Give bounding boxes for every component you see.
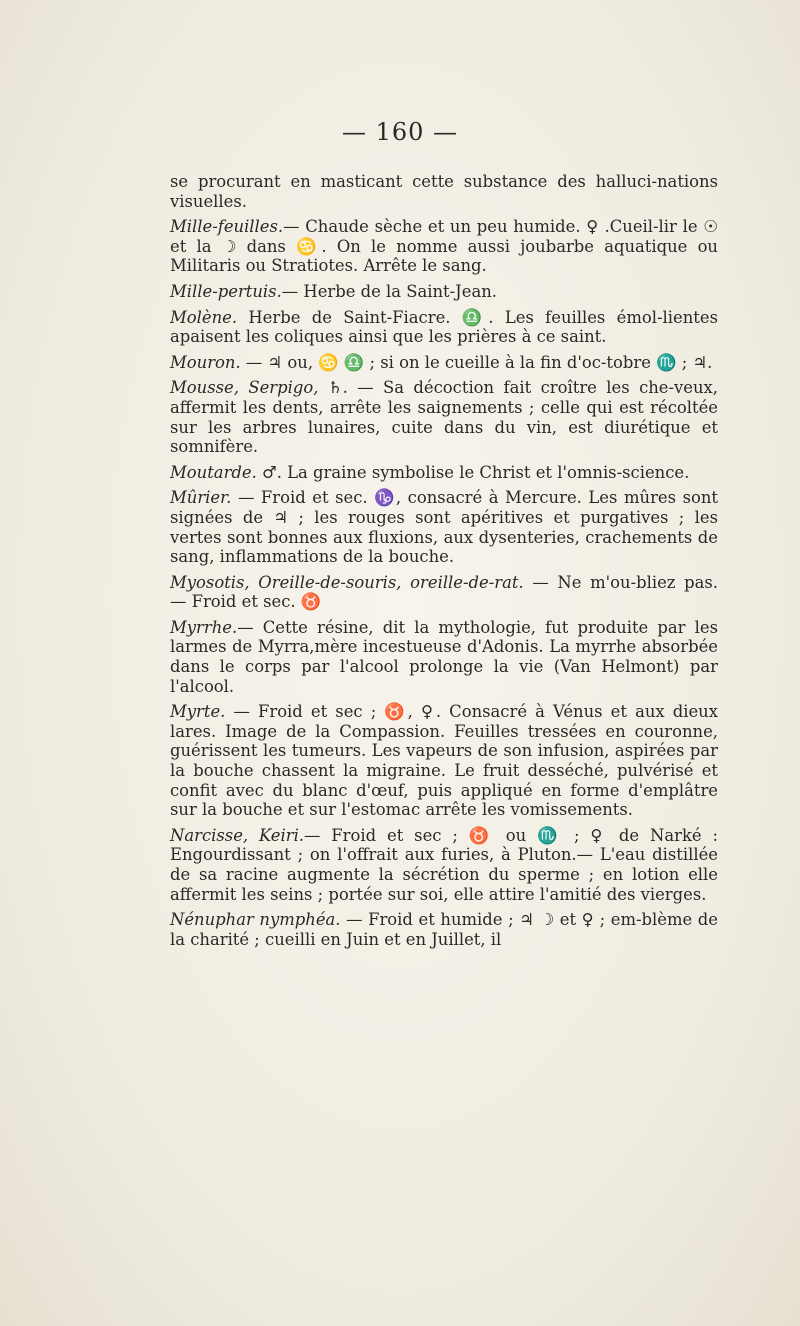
entry-body: — ♃ ou, ♋ ♎ ; si on le cueille à la fin d'oc-tobre ♏ ; ♃. [245,352,713,372]
entry-body: — Froid et sec. ♑, consacré à Mercure. Les mûres sont signées de ♃ ; les rouges sont apéritives et purgatives ; les vertes sont bonnes aux fluxions, aux dysenteries, crachements de sang, inflammations de la bouche. [170,488,718,567]
entry-paragraph [170,353,718,373]
entry-headword: Nénuphar nymphéa. [170,910,341,930]
entry-paragraph [170,217,718,276]
entry-paragraph [170,826,718,904]
entry-headword: Myrrhe. [170,617,238,637]
entry-headword: Myrte. [170,702,226,722]
entry-paragraph [170,378,718,456]
entry-paragraph [170,172,718,211]
entry-body: — Herbe de la Saint-Jean. [281,281,497,301]
entry-body: — Ne m'ou-bliez pas. — Froid et sec. ♉ [170,572,718,612]
entry-body: — Froid et sec ; ♉, ♀. Consacré à Vénus et aux dieux lares. Image de la Compassion. Feuilles tressées en couronne, guérissent les tumeurs. Les vapeurs de son infusion, aspirées par la bouche chassent la migraine. Le fruit desséché, pulvérisé et confit avec du blanc d'œuf, puis appliqué en forme d'emplâtre sur la bouche et sur l'estomac arrête les vomissements. [170,702,718,820]
page-number: — 160 — [341,118,459,146]
entry-headword: Myosotis, Oreille-de-souris, oreille-de-rat. [170,572,524,592]
entry-headword: Mouron. [170,352,241,372]
entry-body: Herbe de Saint-Fiacre. ♎. Les feuilles émol-lientes apaisent les coliques ainsi que les prières à ce saint. [170,307,718,347]
entry-paragraph [170,463,718,483]
entry-paragraph [170,618,718,696]
entry-headword: Mûrier. [170,488,232,508]
entry-paragraph [170,702,718,820]
entry-paragraph [170,573,718,612]
entry-headword: Mousse, Serpigo, [170,378,319,398]
entry-body: — Chaude sèche et un peu humide. ♀ .Cueil-lir le ☉ et la ☽ dans ♋. On le nomme aussi joubarbe aquatique ou Militaris ou Stratiotes. Arrête le sang. [170,217,718,276]
entry-body: — Cette résine, dit la mythologie, fut produite par les larmes de Myrra,mère incestueuse d'Adonis. La myrrhe absorbée dans le corps par l'alcool prolonge la vie (Van Helmont) par l'alcool. [170,617,718,696]
entry-paragraph [170,910,718,949]
entry-headword: Moutarde. [170,462,257,482]
entry-body: se procurant en masticant cette substance des halluci-nations visuelles. [170,172,718,211]
entry-body: ♂. La graine symbolise le Christ et l'omnis-science. [262,462,690,482]
entry-body: — Froid et sec ; ♉ ou ♏ ; ♀ de Narké : Engourdissant ; on l'offrait aux furies, à Pluton.— L'eau distillée de sa racine augmente la sécrétion du sperme ; en lotion elle affermit les seins ; portée sur soi, elle attire l'amitié des vierges. [170,825,718,904]
entry-paragraph [170,308,718,347]
entry-headword: Narcisse, Keiri. [170,825,305,845]
entry-body: — Froid et humide ; ♃ ☽ et ♀ ; em-blème de la charité ; cueilli en Juin et en Juillet, il [170,910,718,949]
entry-paragraph [170,282,718,302]
entry-body: ♄. — Sa décoction fait croître les che-veux, affermit les dents, arrête les saignements ; celle qui est récoltée sur les arbres lunaires, cuite dans du vin, est diurétique et somnifère. [170,378,719,457]
text-body [170,172,718,955]
entry-paragraph [170,488,718,566]
entry-headword: Mille-feuilles. [170,217,284,237]
entry-headword: Mille-pertuis. [170,281,282,301]
entry-headword: Molène. [170,307,238,327]
